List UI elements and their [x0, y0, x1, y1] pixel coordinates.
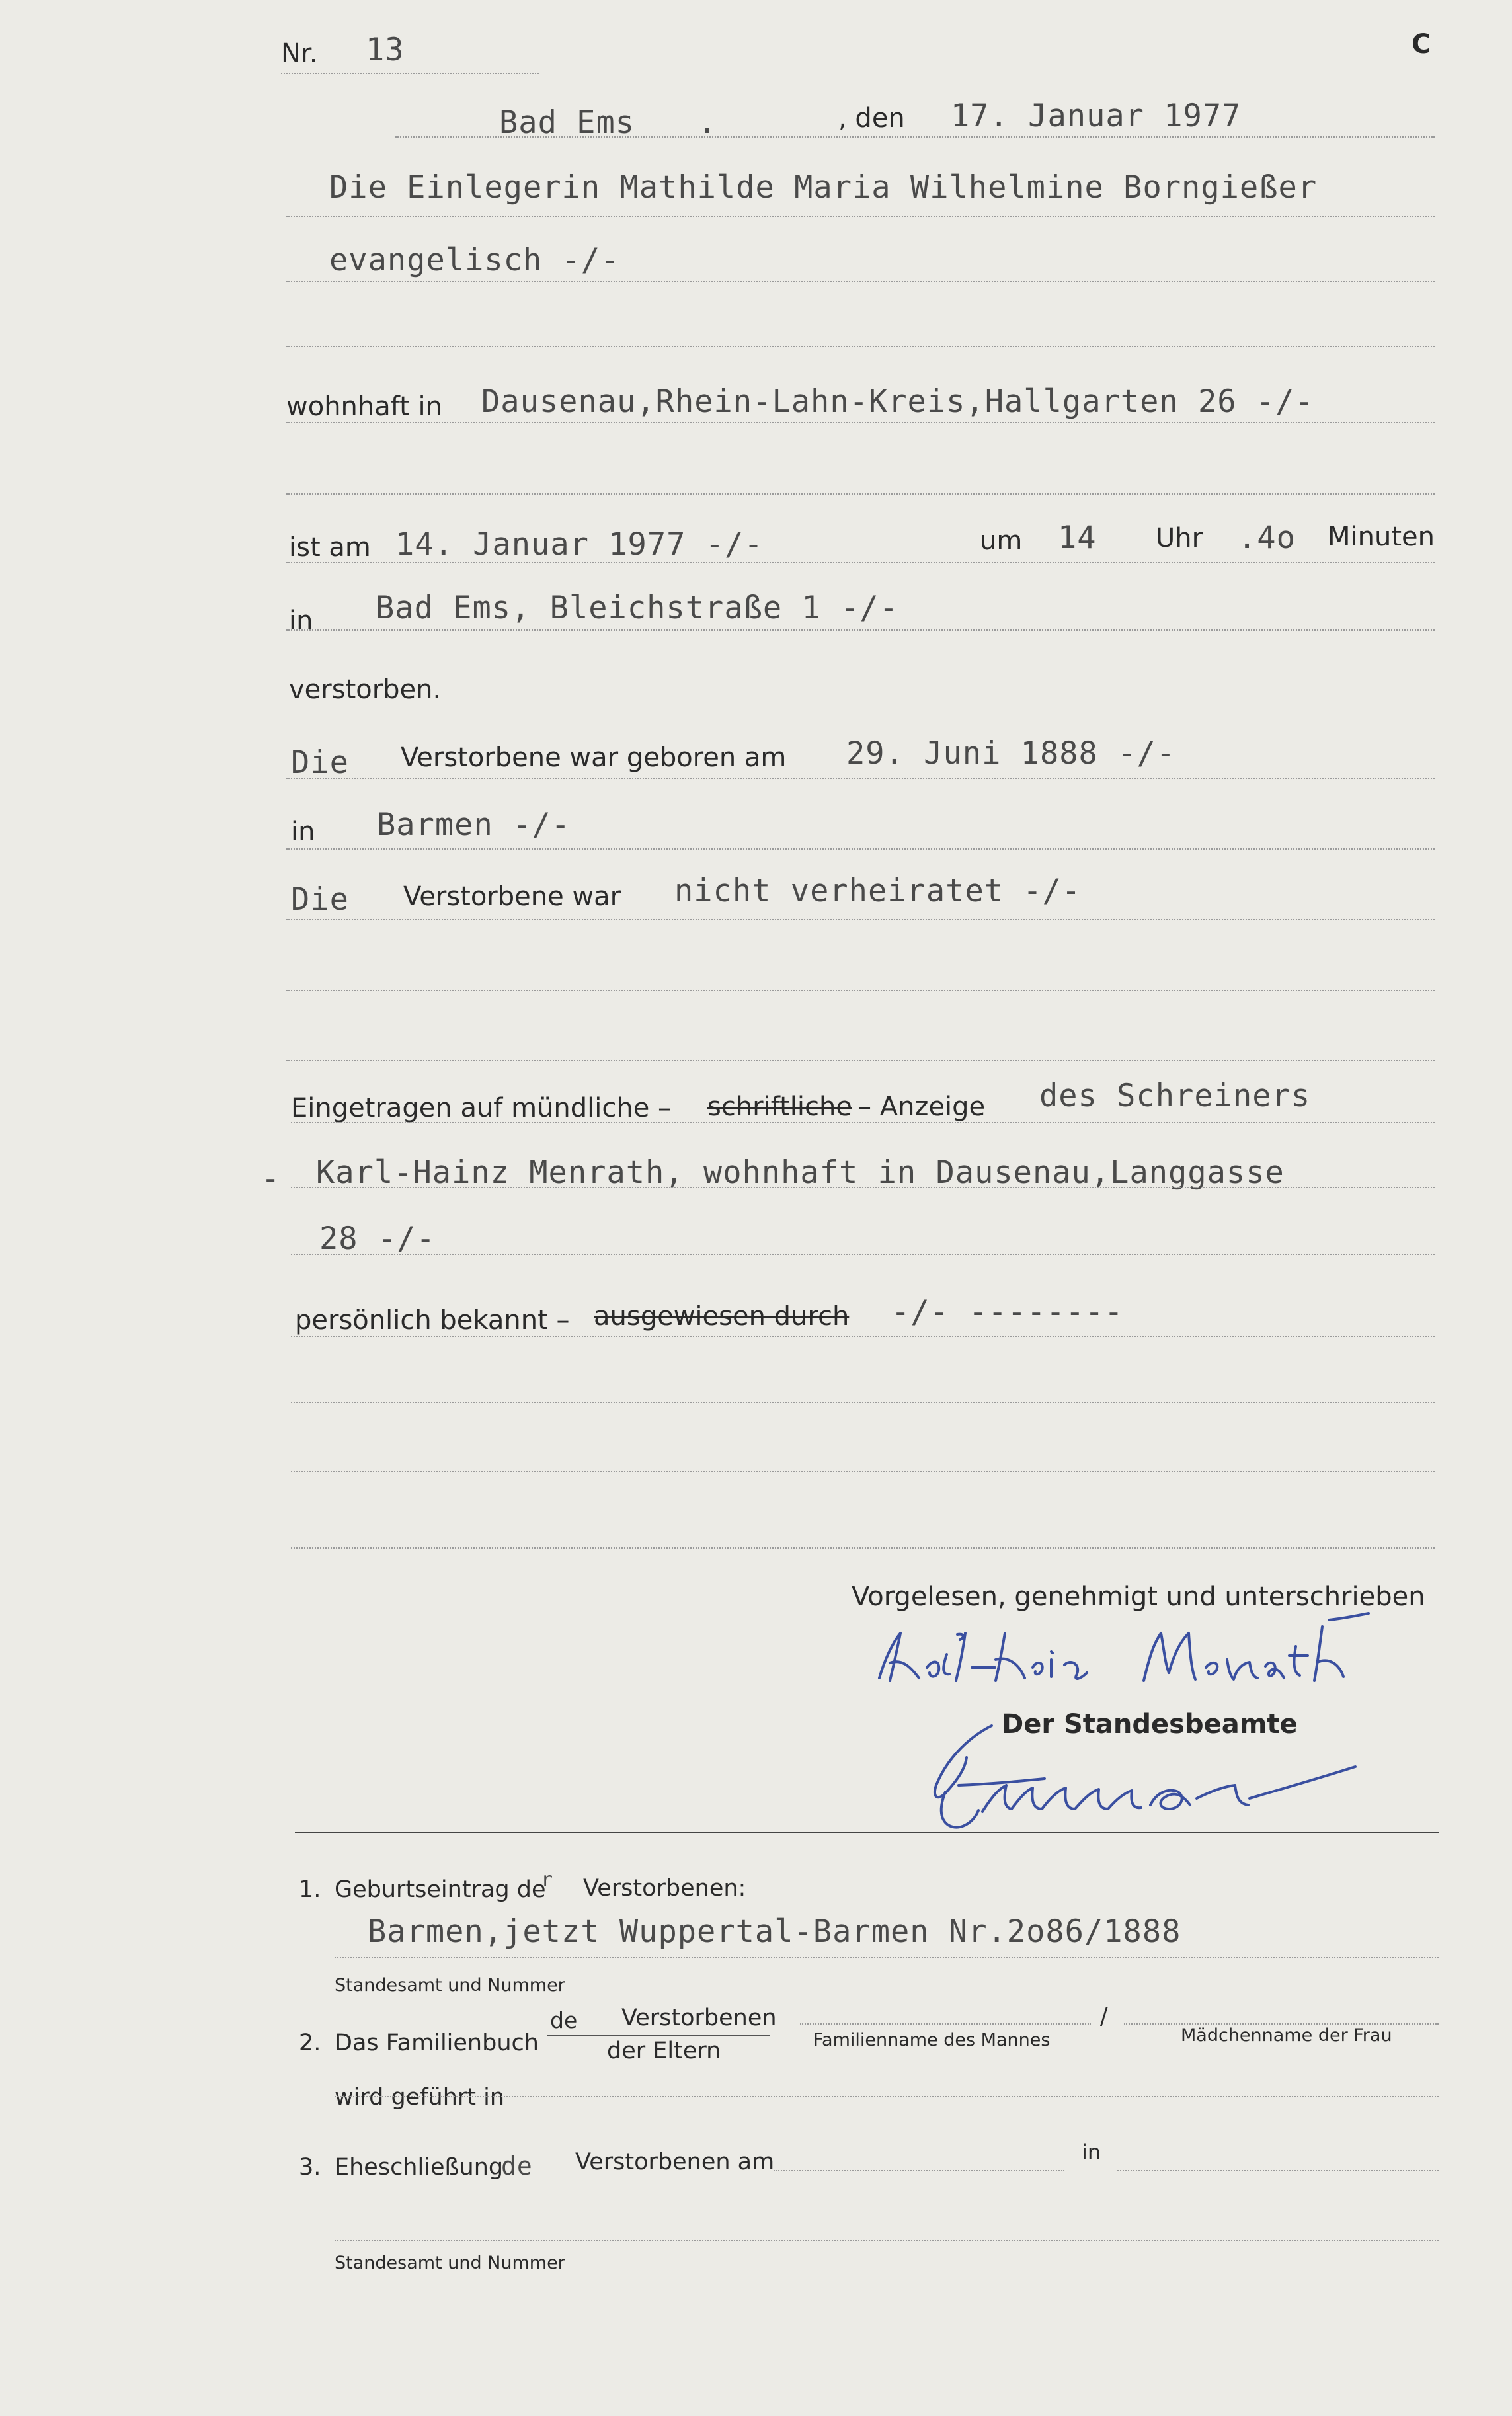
place-suffix: .: [697, 104, 717, 141]
birth-die-prefix: Die: [291, 745, 349, 781]
verstorben-label: verstorben.: [289, 674, 442, 705]
record-date: 17. Januar 1977: [951, 98, 1242, 134]
blank-line-2: [286, 493, 1435, 495]
birth-label: Verstorbene war geboren am: [401, 743, 787, 773]
blank-line-1: [286, 346, 1435, 347]
footer-divider: [295, 1832, 1439, 1833]
nr-line: [281, 73, 539, 74]
person-line: Die Einlegerin Mathilde Maria Wilhelmine Borngießer: [329, 169, 1318, 206]
item3-in-label: in: [1082, 2140, 1101, 2165]
informant-signature: [866, 1607, 1382, 1699]
entry-label-start: Eingetragen auf mündliche –: [291, 1093, 672, 1123]
margin-mark: -: [261, 1160, 281, 1197]
entry-informant-title: des Schreiners: [1039, 1078, 1311, 1114]
known-line: [291, 1336, 1435, 1337]
item2-slash: /: [1100, 2003, 1108, 2030]
item2-caption-husband: Familienname des Mannes: [813, 2030, 1051, 2050]
item1-superscript: r: [541, 1869, 554, 1892]
entry-line-3: [291, 1254, 1435, 1255]
item2-number: 2.: [299, 2030, 321, 2056]
birth-date-line: [286, 778, 1435, 779]
marital-line: [286, 919, 1435, 920]
entry-label-end: – Anzeige: [858, 1092, 986, 1122]
item3-number: 3.: [299, 2154, 321, 2181]
death-place-line: [286, 629, 1435, 631]
blank-line-6: [291, 1471, 1435, 1472]
birth-date: 29. Juni 1888 -/-: [846, 735, 1176, 772]
item3-date-line: [774, 2170, 1064, 2171]
item3-label: Eheschließung: [335, 2154, 504, 2181]
entry-informant: Karl-Hainz Menrath, wohnhaft in Dausenau,Langgasse: [316, 1154, 1285, 1191]
item3-line: [335, 2240, 1439, 2241]
marital-value: nicht verheiratet -/-: [674, 873, 1082, 909]
marital-die-prefix: Die: [291, 881, 349, 918]
date-line: [395, 136, 1435, 138]
blank-line-5: [291, 1402, 1435, 1403]
entry-line-1: [291, 1122, 1435, 1123]
item2-wife-line: [1124, 2023, 1439, 2025]
item1-line: [335, 1957, 1439, 1958]
item1-value: Barmen,jetzt Wuppertal-Barmen Nr.2o86/1888: [368, 1913, 1181, 1950]
den-label: , den: [838, 103, 905, 134]
item2-fraction-bar: [547, 2035, 770, 2036]
item2-caption-wife: Mädchenname der Frau: [1181, 2025, 1392, 2046]
death-minutes: .4o: [1238, 520, 1296, 556]
residence-label: wohnhaft in: [286, 391, 442, 422]
read-approved-label: Vorgelesen, genehmigt und unterschrieben: [852, 1582, 1425, 1612]
entry-informant-cont: 28 -/-: [319, 1221, 436, 1257]
item1-number: 1.: [299, 1876, 321, 1903]
item2-fraction-top-prefix: de: [550, 2007, 578, 2033]
religion-line: [286, 281, 1435, 282]
birth-place: Barmen -/-: [377, 807, 571, 843]
residence-value: Dausenau,Rhein-Lahn-Kreis,Hallgarten 26 -/-: [481, 383, 1314, 420]
marital-label: Verstorbene war: [403, 881, 621, 912]
blank-line-4: [286, 1060, 1435, 1061]
blank-line-7: [291, 1547, 1435, 1549]
religion: evangelisch -/-: [329, 242, 620, 278]
person-line-dots: [286, 216, 1435, 217]
residence-line: [286, 422, 1435, 423]
registrar-label: Der Standesbeamte: [1002, 1709, 1298, 1740]
item2-husband-line: [800, 2023, 1091, 2025]
death-place-label: in: [289, 606, 313, 636]
item2-label: Das Familienbuch: [335, 2030, 539, 2056]
place: Bad Ems: [499, 104, 635, 141]
item3-place-line: [1117, 2170, 1439, 2171]
known-struck: ausgewiesen durch: [594, 1301, 850, 1332]
birth-place-label: in: [291, 817, 315, 847]
nr-value: 13: [366, 32, 405, 68]
death-date-label: ist am: [289, 532, 371, 563]
corner-letter: C: [1412, 29, 1431, 60]
nr-label: Nr.: [281, 38, 318, 69]
death-hour: 14: [1058, 520, 1097, 556]
item3-caption: Standesamt und Nummer: [335, 2253, 565, 2273]
item2-label2: wird geführt in: [335, 2084, 505, 2111]
death-date-line: [286, 562, 1435, 563]
death-place: Bad Ems, Bleichstraße 1 -/-: [376, 590, 899, 626]
item2-line: [335, 2096, 1439, 2097]
uhr-label: Uhr: [1156, 523, 1203, 553]
known-label: persönlich bekannt –: [295, 1305, 570, 1336]
registrar-signature: [919, 1712, 1382, 1838]
item1-label-suffix: Verstorbenen:: [583, 1875, 746, 1902]
known-value: -/- --------: [891, 1294, 1124, 1330]
blank-line-3: [286, 990, 1435, 991]
birth-place-line: [286, 848, 1435, 850]
minuten-label: Minuten: [1328, 522, 1435, 552]
item2-fraction-top: Verstorbenen: [621, 2005, 777, 2031]
death-date: 14. Januar 1977 -/-: [395, 526, 764, 563]
entry-line-2: [291, 1187, 1435, 1188]
item1-caption: Standesamt und Nummer: [335, 1975, 565, 1995]
item3-label-suffix: Verstorbenen am: [575, 2149, 775, 2175]
item1-label: Geburtseintrag de: [335, 1876, 546, 1903]
item2-fraction-bottom: der Eltern: [607, 2038, 721, 2064]
entry-label-struck: schriftliche: [707, 1092, 852, 1122]
item3-label-de: de: [501, 2152, 533, 2181]
um-label: um: [980, 526, 1023, 556]
